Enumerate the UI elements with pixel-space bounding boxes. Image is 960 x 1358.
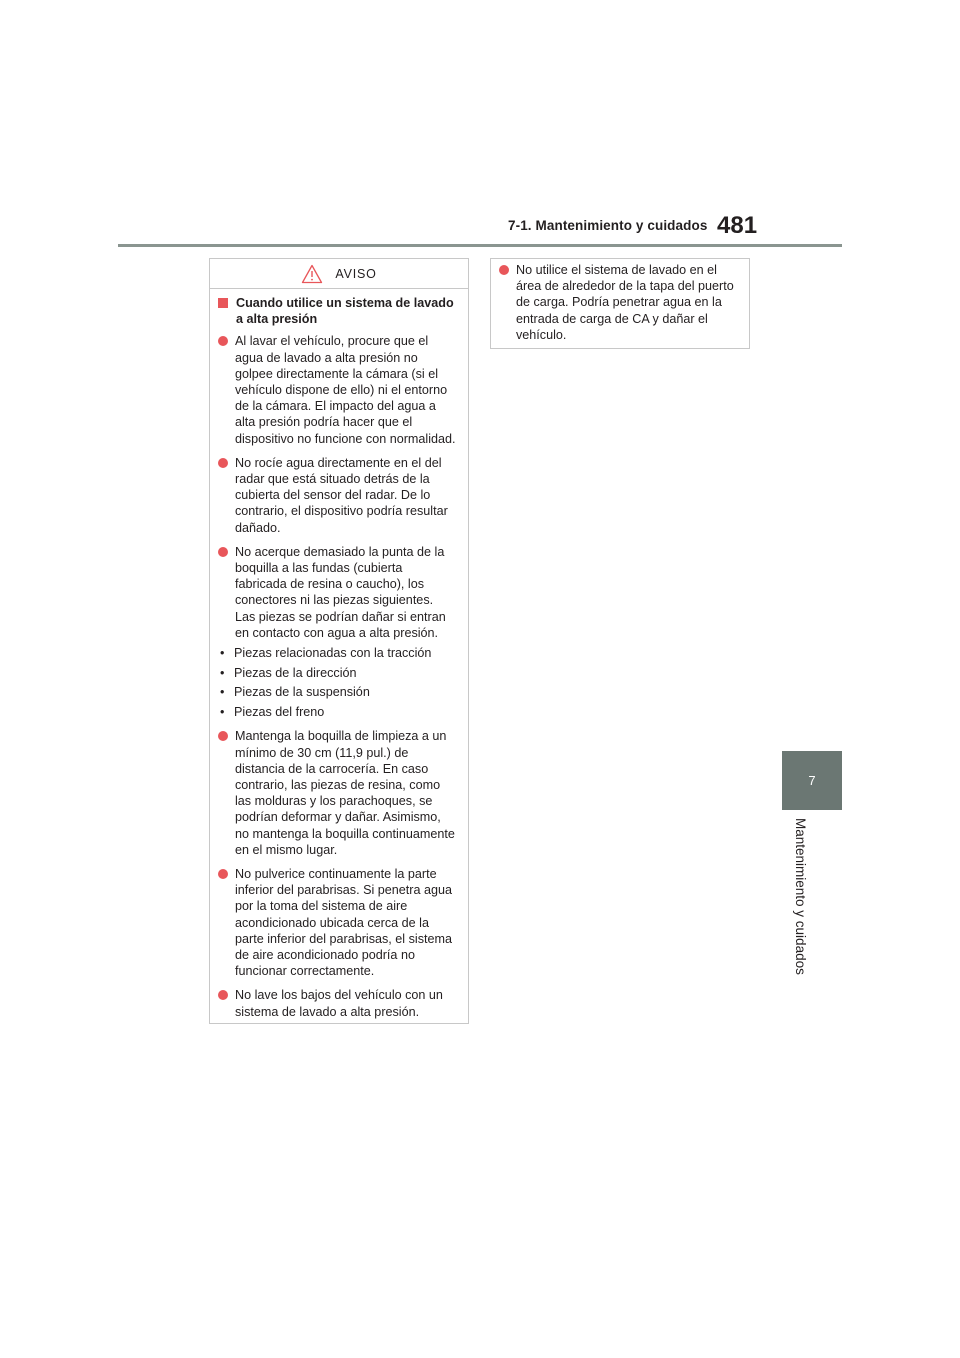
list-item <box>218 728 456 858</box>
circle-bullet-icon <box>218 336 228 346</box>
chapter-title-vertical: Mantenimiento y cuidados <box>793 818 808 975</box>
section-title: 7-1. Mantenimiento y cuidados <box>508 218 708 233</box>
chapter-number: 7 <box>808 773 816 788</box>
list-item-text: No utilice el sistema de lavado en el área de alrededor de la tapa del puerto de carga. Podría penetrar agua en la entrada de carga de CA y dañar el vehículo. <box>516 263 734 342</box>
list-item-text: No lave los bajos del vehículo con un sistema de lavado a alta presión. <box>235 988 443 1019</box>
sub-list-item <box>218 684 456 700</box>
sub-bullet: • <box>220 646 225 661</box>
list-item-text: No rocíe agua directamente en el del radar que está situado detrás de la cubierta del sensor del radar. De lo contrario, el dispositivo podría resultar dañado. <box>235 455 448 535</box>
list-item <box>218 455 456 536</box>
list-item <box>499 262 737 343</box>
warning-box <box>209 258 469 1024</box>
circle-bullet-icon <box>218 869 228 879</box>
warning-header <box>210 259 468 289</box>
square-bullet-icon <box>218 298 228 308</box>
chapter-tab <box>782 751 842 810</box>
warning-heading-text: Cuando utilice un sistema de lavado a alta presión <box>236 296 454 327</box>
circle-bullet-icon <box>218 990 228 1000</box>
sub-list-item-text: Piezas del freno <box>234 705 325 720</box>
list-item-text: Mantenga la boquilla de limpieza a un mínimo de 30 cm (11,9 pul.) de distancia de la carrocería. En caso contrario, las piezas de resina, como las molduras y los parachoques, se podrían deformar y dañar. Asimismo, no mantenga la boquilla continuamente en el mismo lugar. <box>235 729 455 857</box>
warning-label: AVISO <box>335 266 377 281</box>
sub-bullet: • <box>220 705 225 720</box>
continuation-box <box>490 258 750 349</box>
sub-list-item <box>218 704 456 720</box>
sub-list-item-text: Piezas de la suspensión <box>234 685 370 700</box>
list-item <box>218 333 456 446</box>
circle-bullet-icon <box>218 458 228 468</box>
sub-list-item <box>218 645 456 661</box>
sub-list-item-text: Piezas de la dirección <box>234 665 357 680</box>
list-item <box>218 987 456 1019</box>
sub-list-item-text: Piezas relacionadas con la tracción <box>234 646 432 661</box>
warning-heading <box>218 295 456 327</box>
list-item-text: No pulverice continuamente la parte inferior del parabrisas. Si penetra agua por la toma del sistema de aire acondicionado ubicada cerca de la parte inferior del parabrisas, el sistema de aire acondicionado podría no funcionar correctamente. <box>235 867 453 979</box>
header-divider <box>118 244 842 247</box>
continuation-content <box>491 259 749 343</box>
warning-content <box>210 289 468 1020</box>
list-item-text: No acerque demasiado la punta de la boquilla a las fundas (cubierta fabricada de resina o caucho), los conectores ni las piezas siguientes. Las piezas se podrían dañar si entran en contacto con agua a alta presión. <box>235 544 446 640</box>
circle-bullet-icon <box>218 547 228 557</box>
list-item <box>218 866 456 979</box>
circle-bullet-icon <box>218 731 228 741</box>
page-number: 481 <box>717 212 758 239</box>
warning-triangle-icon <box>301 264 323 284</box>
sub-bullet: • <box>220 665 225 680</box>
circle-bullet-icon <box>499 265 509 275</box>
sub-bullet: • <box>220 685 225 700</box>
list-item <box>218 544 456 641</box>
sub-list-item <box>218 665 456 681</box>
list-item-text: Al lavar el vehículo, procure que el agua de lavado a alta presión no golpee directamente la cámara (si el vehículo dispone de ello) ni el entorno de la cámara. El impacto del agua a alta presión podría hacer que el dispositivo no funcione con normalidad. <box>235 334 456 446</box>
